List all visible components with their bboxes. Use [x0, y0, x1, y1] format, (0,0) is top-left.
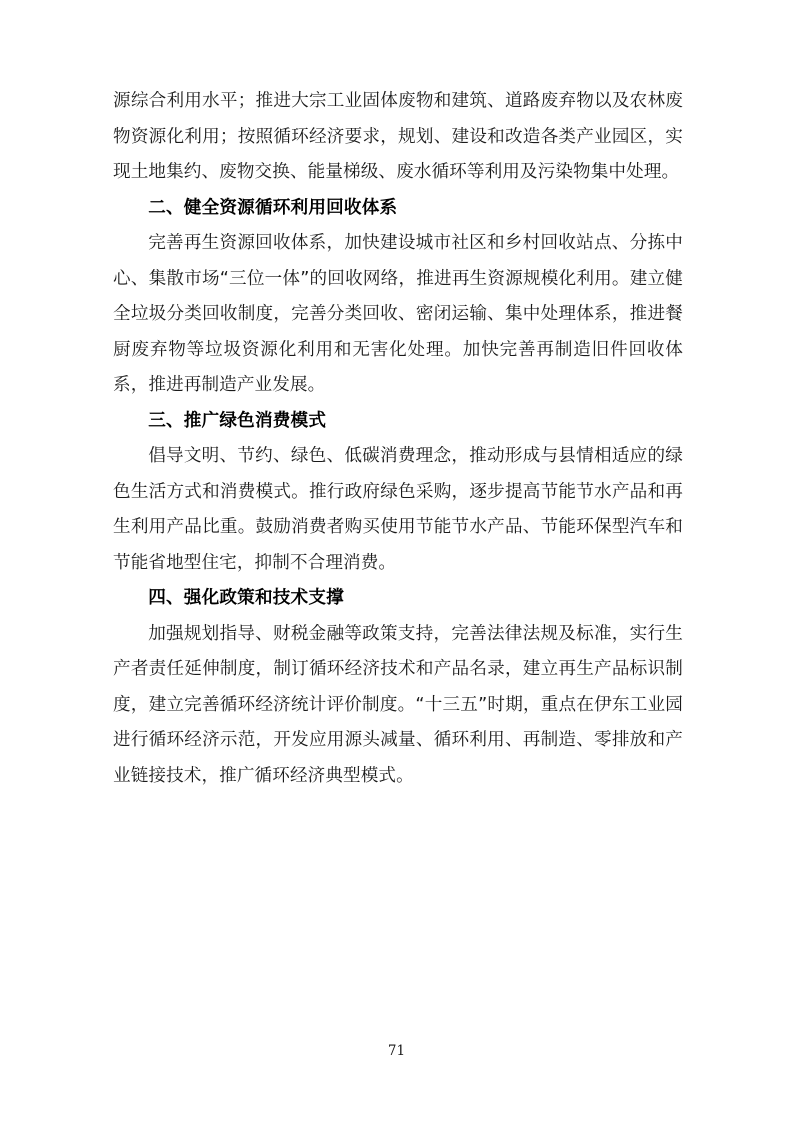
page-number: 71 [387, 1043, 406, 1059]
paragraph-green-consumption: 倡导文明、节约、绿色、低碳消费理念，推动形成与县情相适应的绿色生活方式和消费模式。推行政府绿色采购，逐步提高节能节水产品和再生利用产品比重。鼓励消费者购买使用节能节水产品、节能环保型汽车和节能省地型住宅，抑制不合理消费。 [113, 446, 683, 573]
heading-green-consumption: 三、推广绿色消费模式 [148, 410, 327, 431]
paragraph-recycling-system: 完善再生资源回收体系，加快建设城市社区和乡村回收站点、分拣中心、集散市场“三位一体”的回收网络，推进再生资源规模化利用。建立健全垃圾分类回收制度，完善分类回收、密闭运输、集中处理体系，推进餐厨废弃物等垃圾资源化利用和无害化处理。加快完善再制造旧件回收体系，推进再制造产业发展。 [113, 233, 683, 395]
paragraph-continued-resource-utilization: 源综合利用水平；推进大宗工业固体废物和建筑、道路废弃物以及农林废物资源化利用；按照循环经济要求，规划、建设和改造各类产业园区，实现土地集约、废物交换、能量梯级、废水循环等利用及污染物集中处理。 [113, 91, 683, 182]
heading-recycling-system: 二、健全资源循环利用回收体系 [148, 197, 398, 218]
document-body [113, 84, 683, 794]
paragraph-policy-technology-support: 加强规划指导、财税金融等政策支持，完善法律法规及标准，实行生产者责任延伸制度，制订循环经济技术和产品名录，建立再生产品标识制度，建立完善循环经济统计评价制度。“十三五”时期，重点在伊东工业园进行循环经济示范，开发应用源头减量、循环利用、再制造、零排放和产业链接技术，推广循环经济典型模式。 [113, 623, 683, 786]
heading-policy-technology-support: 四、强化政策和技术支撑 [148, 588, 344, 608]
